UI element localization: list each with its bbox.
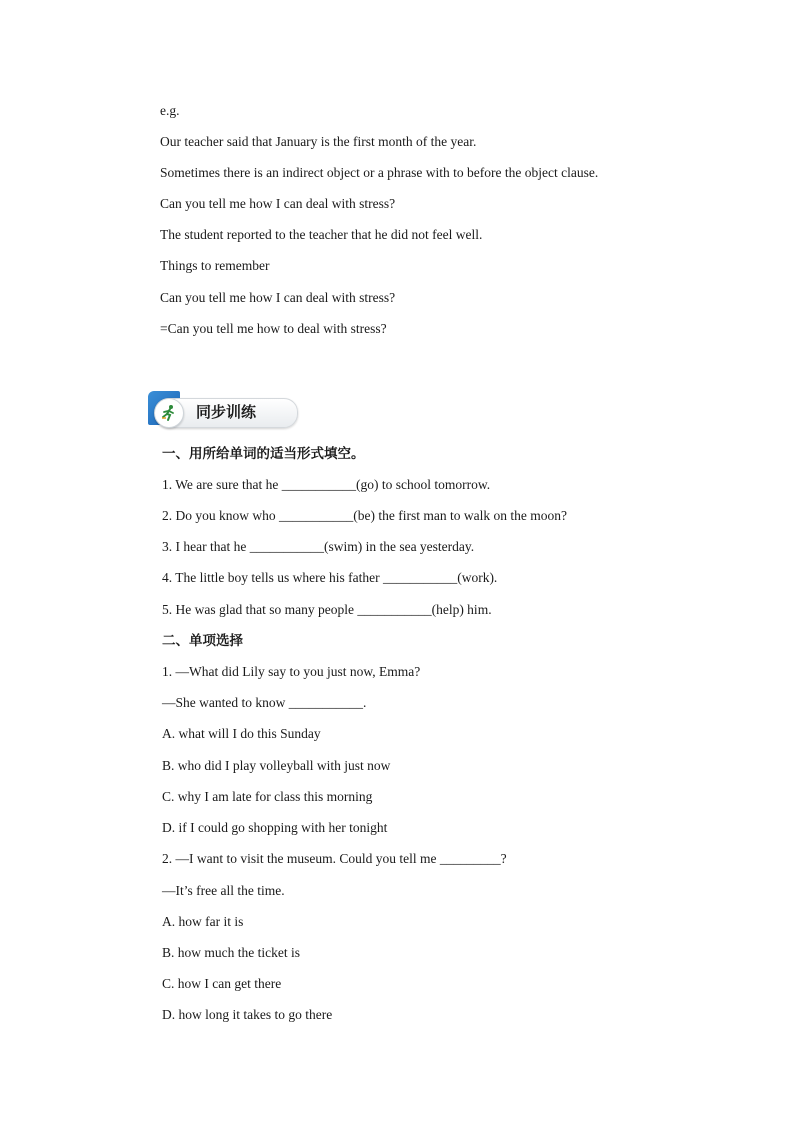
section-badge [148,391,298,431]
intro-line: Things to remember [160,258,270,273]
fill-item: 3. I hear that he ___________(swim) in the sea yesterday. [162,539,475,554]
fill-item: 5. He was glad that so many people ___________(help) him. [162,602,492,617]
intro-line: e.g. [160,103,180,118]
option-item: A. how far it is [162,914,244,929]
option-item: B. how much the ticket is [162,945,300,960]
intro-line: Our teacher said that January is the first month of the year. [160,134,477,149]
runner-icon [159,403,179,423]
option-item: A. what will I do this Sunday [162,726,321,741]
section-badge-label: 同步训练 [196,403,257,421]
fill-item: 1. We are sure that he ___________(go) to school tomorrow. [162,477,491,492]
part1-title: 一、用所给单词的适当形式填空。 [162,446,365,462]
question-line: 1. —What did Lily say to you just now, Emma? [162,664,421,679]
intro-line: Can you tell me how I can deal with stress? [160,290,396,305]
intro-line: =Can you tell me how to deal with stress? [160,321,387,336]
badge-icon-circle [154,398,184,428]
intro-line: The student reported to the teacher that he did not feel well. [160,227,483,242]
option-item: C. why I am late for class this morning [162,789,373,804]
option-item: C. how I can get there [162,976,282,991]
intro-line: Sometimes there is an indirect object or a phrase with to before the object clause. [160,165,599,180]
question-line: 2. —I want to visit the museum. Could you tell me _________? [162,851,507,866]
option-item: D. how long it takes to go there [162,1007,333,1022]
question-line: —It’s free all the time. [162,883,285,898]
intro-line: Can you tell me how I can deal with stress? [160,196,396,211]
option-item: D. if I could go shopping with her tonight [162,820,388,835]
part2-title: 二、单项选择 [162,633,243,649]
question-line: —She wanted to know ___________. [162,695,367,710]
fill-item: 2. Do you know who ___________(be) the first man to walk on the moon? [162,508,567,523]
fill-item: 4. The little boy tells us where his father ___________(work). [162,570,498,585]
option-item: B. who did I play volleyball with just now [162,758,391,773]
